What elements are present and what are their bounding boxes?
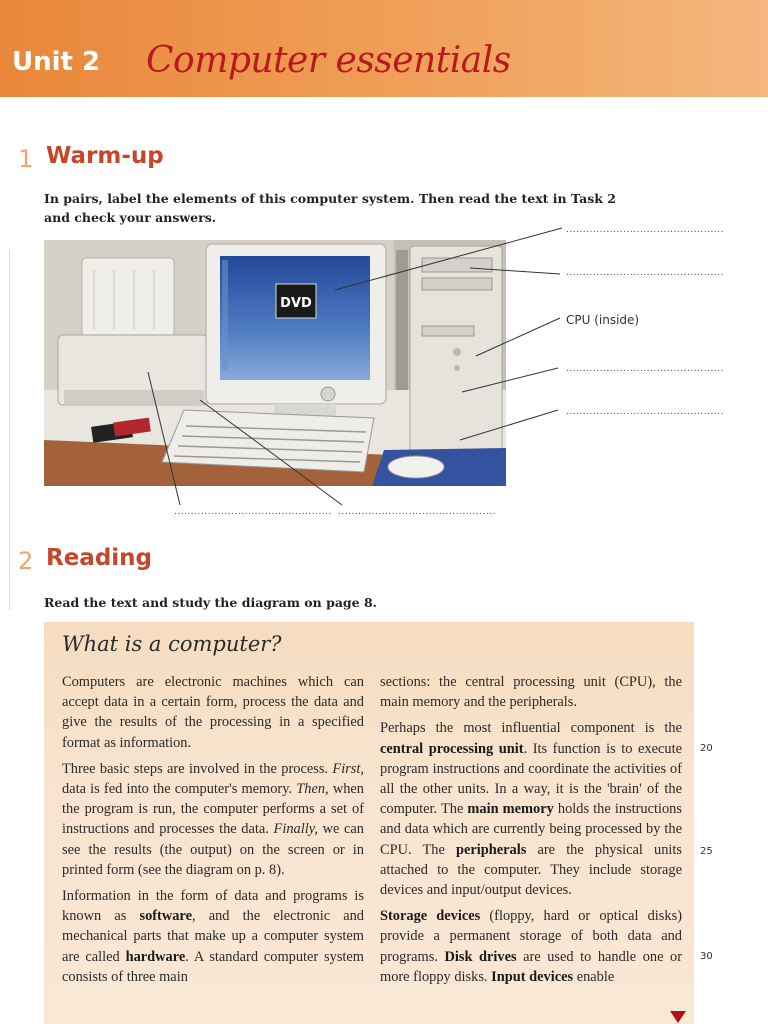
label-blank: ............................................... (566, 225, 724, 235)
section-number-warmup: 1 (18, 145, 34, 173)
warmup-instruction-line: In pairs, label the elements of this computer system. Then read the text in Task 2 (44, 191, 616, 206)
reading-heading: What is a computer? (62, 632, 282, 656)
margin-rule (9, 250, 10, 610)
unit-header-band (0, 0, 768, 97)
label-blank: ............................................... (566, 268, 724, 278)
paragraph: Perhaps the most influential component is the central processing unit. Its function is to execute program instructions and coordinate the activities of all the other units. In a way, it is the 'brain' of the computer. The main memory holds the instructions and data which are currently being processed by the CPU. The peripherals are the physical units attached to the computer. They include storage devices and input/output devices. (380, 720, 682, 899)
paragraph: sections: the central processing unit (CPU), the main memory and the peripherals. (380, 674, 682, 711)
paragraph: Three basic steps are involved in the process. First, data is fed into the computer's memory. Then, when the program is run, the computer performs a set of instructions and processes the data. Finally, we can see the results (the output) on the screen or in printed form (see the diagram on p. 8). (62, 760, 364, 878)
tower-icon (396, 246, 502, 458)
paragraph: Computers are electronic machines which can accept data in a certain form, process the data and give the results of the processing in a specified format as information. (62, 674, 364, 751)
line-number: 25 (700, 846, 713, 857)
section-number-reading: 2 (18, 547, 34, 575)
unit-title: Computer essentials (146, 40, 511, 81)
line-number: 20 (700, 743, 713, 754)
label-blank: ............................................... (174, 507, 332, 517)
section-title-reading: Reading (46, 545, 153, 571)
reading-left-column (62, 672, 364, 993)
monitor-icon (206, 244, 386, 418)
label-blank: ............................................... (566, 407, 724, 417)
reading-text-box (44, 622, 694, 1024)
dvd-logo-text: DVD (280, 296, 312, 311)
reading-right-column (380, 672, 682, 993)
warmup-instruction-line: and check your answers. (44, 210, 217, 225)
line-number: 30 (700, 951, 713, 962)
computer-system-photo (44, 240, 506, 486)
warmup-instruction (44, 189, 664, 227)
computer-system-illustration (44, 240, 506, 486)
paragraph: Information in the form of data and programs is known as software, and the electronic and mechanical parts that make up a computer system are called hardware. A standard computer system consists of three main (62, 888, 365, 985)
continue-arrow-icon (670, 1011, 686, 1023)
mouse-icon (388, 456, 444, 478)
cpu-label: CPU (inside) (566, 313, 640, 327)
paragraph: Storage devices (floppy, hard or optical disks) provide a permanent storage of both data and programs. Disk drives are used to handle one or more floppy disks. Input devices enable (380, 908, 682, 985)
reading-instruction: Read the text and study the diagram on page 8. (44, 595, 378, 610)
unit-label: Unit 2 (12, 47, 101, 77)
label-blank: ............................................... (338, 507, 496, 517)
label-blank: ............................................... (566, 364, 724, 374)
keyboard-icon (162, 410, 374, 472)
section-title-warmup: Warm-up (46, 143, 164, 169)
